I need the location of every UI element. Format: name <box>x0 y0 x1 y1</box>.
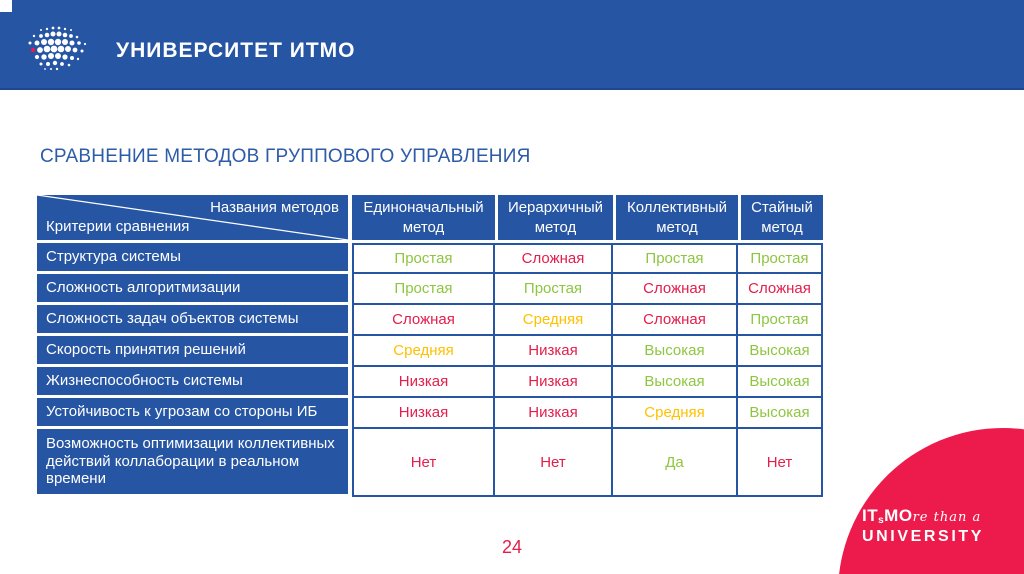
value-cell: Низкая <box>352 367 495 398</box>
value-cell: Простая <box>613 243 738 274</box>
value-cell: Сложная <box>613 274 738 305</box>
slogan-line1: ITsMOre than a <box>862 506 982 526</box>
row-label: Скорость принятия решений <box>37 336 352 367</box>
value-cell: Низкая <box>352 398 495 429</box>
value-cell: Простая <box>738 243 823 274</box>
value-cell: Простая <box>352 243 495 274</box>
university-name: УНИВЕРСИТЕТ ИТМО <box>116 39 356 62</box>
value-cell: Нет <box>495 429 613 497</box>
page-title: СРАВНЕНИЕ МЕТОДОВ ГРУППОВОГО УПРАВЛЕНИЯ <box>40 146 531 167</box>
value-cell: Простая <box>495 274 613 305</box>
value-cell: Сложная <box>352 305 495 336</box>
corner-label-methods: Названия методов <box>210 199 339 216</box>
row-label: Жизнеспособность системы <box>37 367 352 398</box>
itmo-slogan <box>862 506 984 546</box>
value-cell: Простая <box>738 305 823 336</box>
value-cell: Высокая <box>613 336 738 367</box>
value-cell: Средняя <box>495 305 613 336</box>
itmo-logo <box>24 24 355 74</box>
method-header-ierarhichny: Иерархичный метод <box>495 195 613 243</box>
itmo-brand-circle <box>838 428 1024 574</box>
row-label: Возможность оптимизации коллективных действий коллаборации в реальном времени <box>37 429 352 497</box>
value-cell: Низкая <box>495 398 613 429</box>
value-cell: Средняя <box>613 398 738 429</box>
value-cell: Сложная <box>495 243 613 274</box>
value-cell: Нет <box>738 429 823 497</box>
value-cell: Высокая <box>738 336 823 367</box>
method-header-kollektivny: Коллективный метод <box>613 195 738 243</box>
corner-label-criteria: Критерии сравнения <box>46 218 190 236</box>
value-cell: Высокая <box>738 367 823 398</box>
value-cell: Низкая <box>495 336 613 367</box>
slogan-line2: UNIVERSITY <box>862 528 985 545</box>
value-cell: Простая <box>352 274 495 305</box>
method-header-stayny: Стайный метод <box>738 195 823 243</box>
value-cell: Средняя <box>352 336 495 367</box>
row-label: Сложность алгоритмизации <box>37 274 352 305</box>
header-band <box>0 0 1024 90</box>
row-label: Сложность задач объектов системы <box>37 305 352 336</box>
row-label: Структура системы <box>37 243 352 274</box>
value-cell: Нет <box>352 429 495 497</box>
method-header-edinonachalny: Единоначальный метод <box>352 195 495 243</box>
value-cell: Высокая <box>738 398 823 429</box>
value-cell: Сложная <box>738 274 823 305</box>
page-number: 24 <box>501 537 523 557</box>
comparison-table <box>37 195 823 497</box>
value-cell: Низкая <box>495 367 613 398</box>
itmo-dots-icon <box>24 24 102 74</box>
value-cell: Высокая <box>613 367 738 398</box>
value-cell: Сложная <box>613 305 738 336</box>
corner-notch <box>0 0 12 12</box>
value-cell: Да <box>613 429 738 497</box>
table-corner-cell <box>37 195 352 243</box>
row-label: Устойчивость к угрозам со стороны ИБ <box>37 398 352 429</box>
